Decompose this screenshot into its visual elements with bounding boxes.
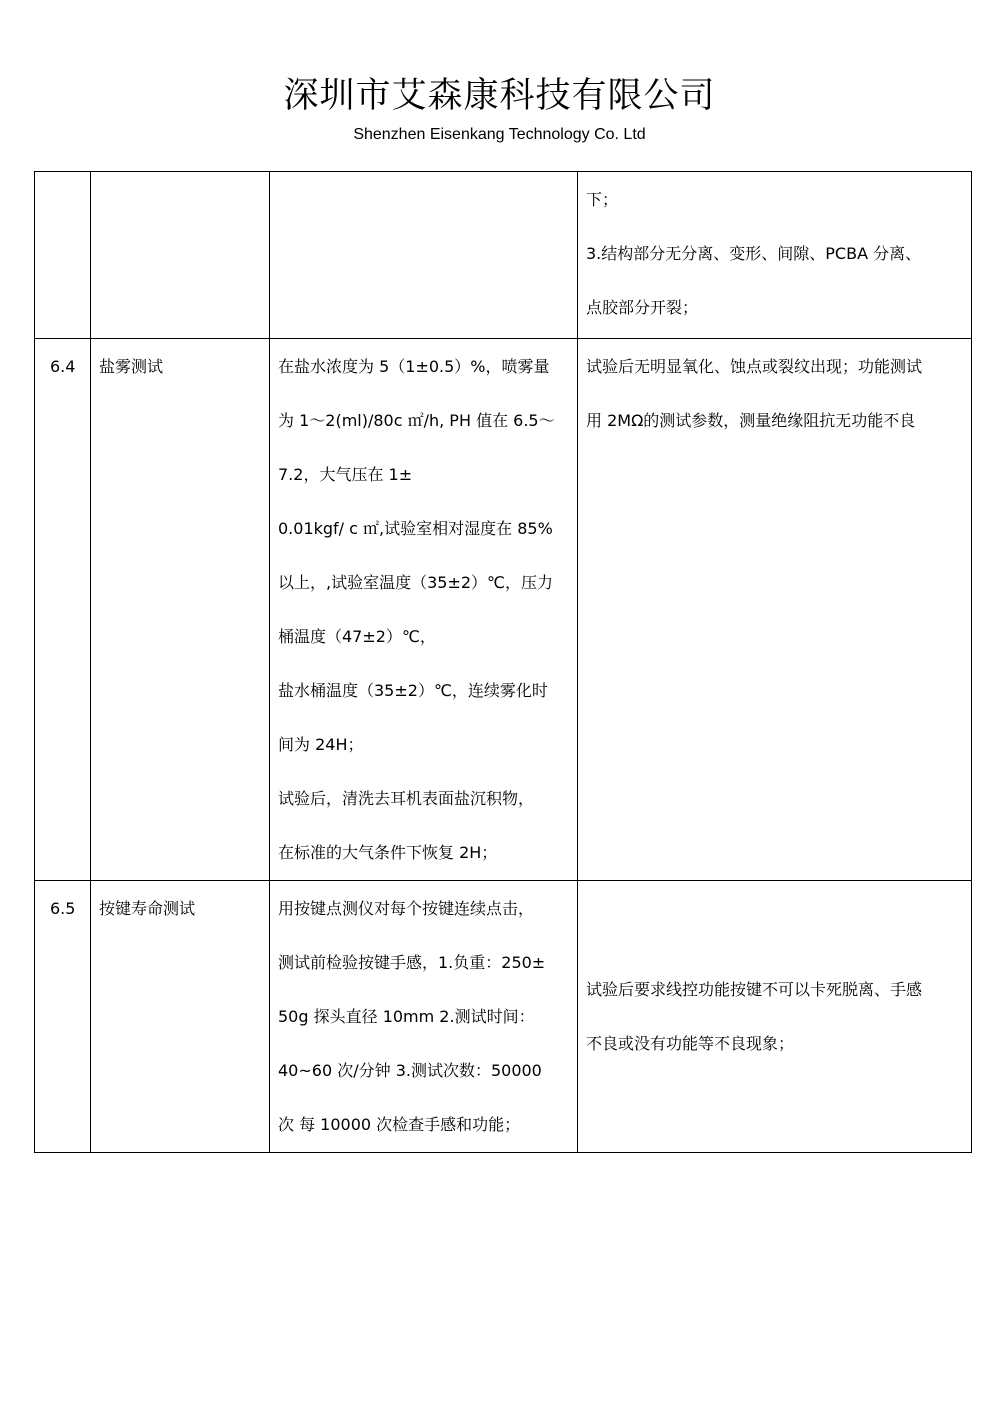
test-item-cell: 按键寿命测试: [91, 881, 270, 1153]
test-item-cell: [91, 172, 270, 339]
company-name-english: Shenzhen Eisenkang Technology Co. Ltd: [353, 126, 646, 143]
test-requirement-cell: 试验后无明显氧化、蚀点或裂纹出现；功能测试 用 2MΩ的测试参数，测量绝缘阻抗无功能不良: [578, 339, 972, 881]
item-number-cell: [35, 172, 91, 339]
document-header: [0, 72, 999, 146]
table-row: [35, 881, 972, 1153]
test-requirement-cell: 下； 3.结构部分无分离、变形、间隙、PCBA 分离、 点胶部分开裂；: [578, 172, 972, 339]
test-spec-table: [34, 171, 972, 1153]
test-item-cell: 盐雾测试: [91, 339, 270, 881]
item-number-cell: 6.5: [35, 881, 91, 1153]
company-name-chinese: 深圳市艾森康科技有限公司: [283, 76, 716, 116]
test-requirement-cell: 试验后要求线控功能按键不可以卡死脱离、手感 不良或没有功能等不良现象；: [578, 881, 972, 1153]
table-row: [35, 339, 972, 881]
test-condition-cell: [270, 172, 578, 339]
test-condition-cell: 用按键点测仪对每个按键连续点击， 测试前检验按键手感，1.负重：250± 50g 探头直径 10mm 2.测试时间： 40~60 次/分钟 3.测试次数：50000 次 每 10000 次检查手感和功能；: [270, 881, 578, 1153]
item-number-cell: 6.4: [35, 339, 91, 881]
test-condition-cell: 在盐水浓度为 5（1±0.5）%，喷雾量 为 1～2(ml)/80c ㎡/h, PH 值在 6.5～ 7.2，大气压在 1± 0.01kgf/ c ㎡,试验室相对湿度在 85% 以上，,试验室温度（35±2）℃，压力 桶温度（47±2）℃， 盐水桶温度（35±2）℃，连续雾化时 间为 24H； 试验后，清洗去耳机表面盐沉积物， 在标准的大气条件下恢复 2H；: [270, 339, 578, 881]
table-row: [35, 172, 972, 339]
